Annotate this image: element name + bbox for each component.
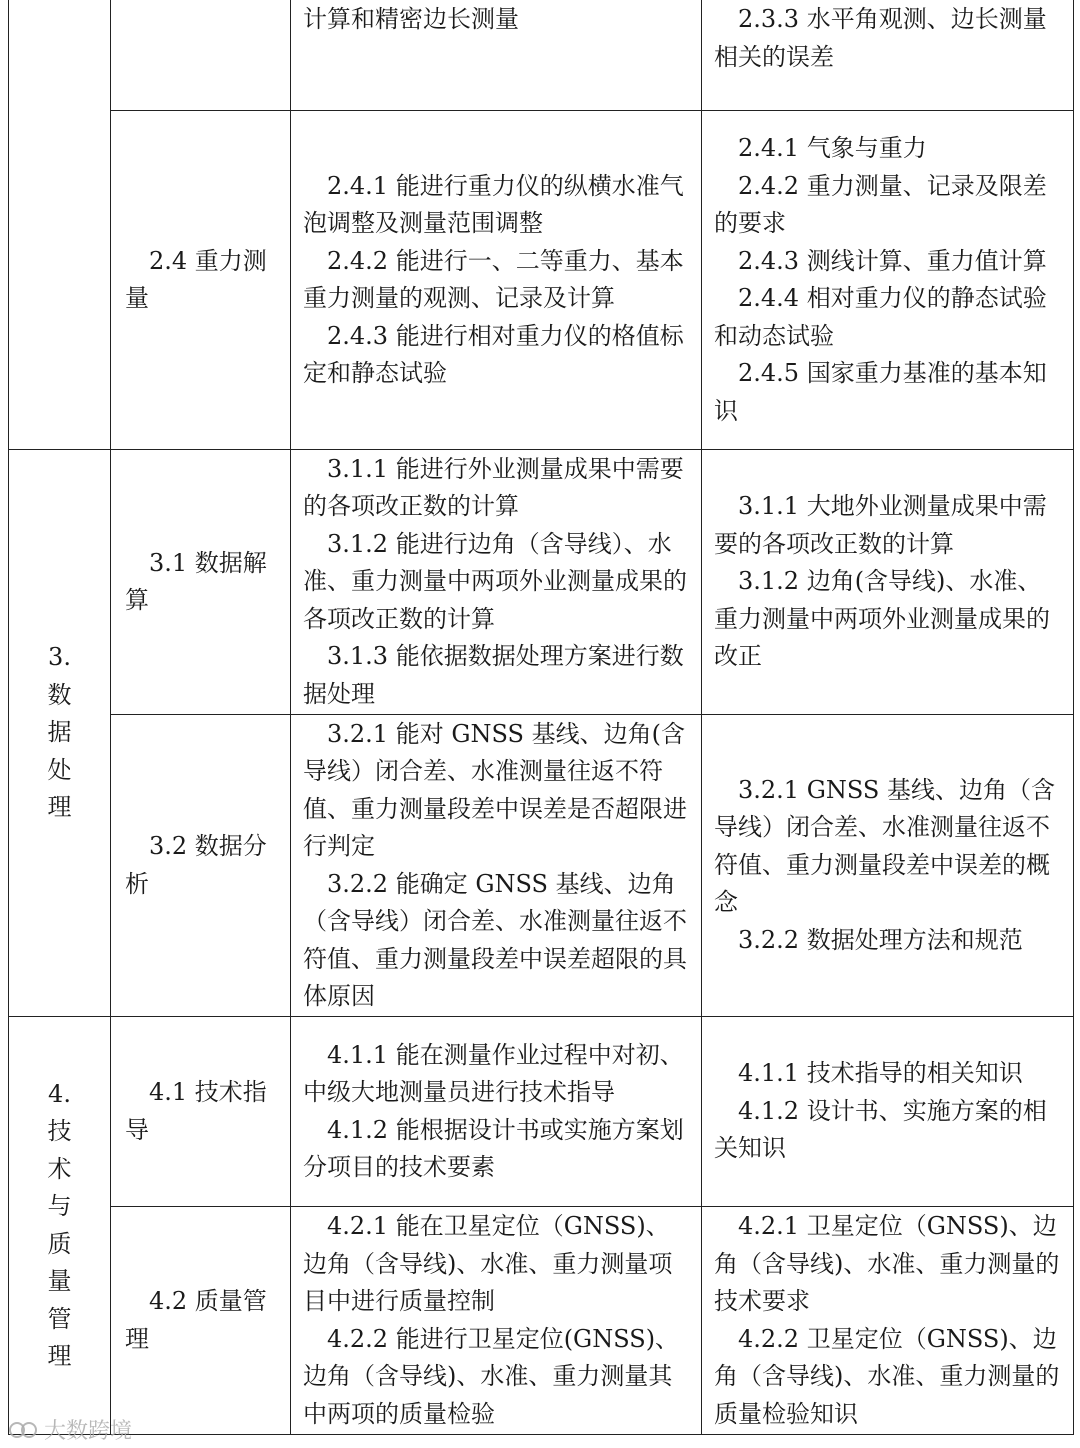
unit-cell: 2.4 重力测量 [111, 111, 291, 450]
skill-item: 3.1.1 能进行外业测量成果中需要的各项改正数的计算 [303, 454, 684, 521]
knowledge-cell [702, 111, 1074, 450]
knowledge-item: 4.2.2 卫星定位（GNSS)、边角（含导线)、水准、重力测量的质量检验知识 [714, 1324, 1060, 1428]
knowledge-item: 3.1.1 大地外业测量成果中需要的各项改正数的计算 [714, 492, 1047, 558]
skills-table [8, 0, 1074, 1435]
unit-cell: 3.1 数据解算 [111, 450, 291, 715]
skills-cell [291, 1207, 702, 1435]
function-char: 理 [47, 1342, 72, 1370]
skills-cell [291, 450, 702, 715]
function-cell-2 [9, 0, 111, 450]
knowledge-cell [702, 1017, 1074, 1207]
function-char: 术 [47, 1154, 72, 1183]
watermark-logo-icon [8, 1419, 38, 1441]
table-row [9, 1207, 1074, 1435]
function-char: 理 [47, 793, 72, 822]
table-row [9, 715, 1074, 1017]
function-char: 技 [47, 1117, 72, 1145]
skill-item: 3.1.2 能进行边角（含导线）、水准、重力测量中两项外业测量成果的各项改正数的计算 [303, 529, 687, 633]
table-row [9, 1017, 1074, 1207]
function-char: 据 [47, 718, 72, 747]
knowledge-item: 2.4.4 相对重力仪的静态试验和动态试验 [714, 284, 1047, 350]
function-char: 量 [47, 1267, 72, 1295]
skill-item: 4.1.1 能在测量作业过程中对初、中级大地测量员进行技术指导 [303, 1040, 684, 1106]
knowledge-item: 3.2.2 数据处理方法和规范 [738, 925, 1023, 954]
table-row [9, 0, 1074, 111]
knowledge-item: 4.1.2 设计书、实施方案的相关知识 [714, 1096, 1047, 1163]
knowledge-item: 2.4.5 国家重力基准的基本知识 [714, 359, 1047, 425]
knowledge-cell [702, 1207, 1074, 1435]
skill-item: 2.4.1 能进行重力仪的纵横水准气泡调整及测量范围调整 [303, 171, 684, 237]
knowledge-item: 3.1.2 边角(含导线)、水准、重力测量中两项外业测量成果的改正 [714, 567, 1050, 671]
knowledge-item: 2.4.2 重力测量、记录及限差的要求 [714, 171, 1047, 237]
function-char: 质 [47, 1229, 72, 1258]
skill-item: 3.2.1 能对 GNSS 基线、边角(含导线）闭合差、水准测量往返不符值、重力测量段差中误差是否超限进行判定 [303, 719, 687, 860]
unit-cell: 4.2 质量管理 [111, 1207, 291, 1435]
knowledge-item: 2.4.3 测线计算、重力值计算 [738, 246, 1047, 275]
function-char: 管 [47, 1304, 72, 1333]
knowledge-cell [702, 450, 1074, 715]
unit-cell [111, 0, 291, 111]
table-row [9, 111, 1074, 450]
knowledge-item: 4.1.1 技术指导的相关知识 [738, 1059, 1023, 1088]
skills-cell [291, 1017, 702, 1207]
skill-item: 4.2.2 能进行卫星定位(GNSS)、边角（含导线)、水准、重力测量其中两项的质量检验 [303, 1324, 680, 1428]
knowledge-item: 2.4.1 气象与重力 [738, 134, 927, 162]
unit-cell: 3.2 数据分析 [111, 715, 291, 1017]
skill-item: 3.1.3 能依据数据处理方案进行数据处理 [303, 642, 684, 708]
function-char: 处 [47, 755, 72, 784]
knowledge-cell [702, 715, 1074, 1017]
function-number: 4. [48, 1079, 71, 1108]
skill-item: 计算和精密边长测量 [303, 5, 519, 33]
skills-cell [291, 0, 702, 111]
function-cell-4 [9, 1017, 111, 1435]
function-number: 3. [48, 643, 71, 672]
skill-item: 4.2.1 能在卫星定位（GNSS)、边角（含导线)、水准、重力测量项目中进行质量控制 [303, 1212, 673, 1315]
knowledge-cell [702, 0, 1074, 111]
skills-cell [291, 715, 702, 1017]
table-row [9, 450, 1074, 715]
function-cell-3 [9, 450, 111, 1017]
unit-cell: 4.1 技术指导 [111, 1017, 291, 1207]
watermark [8, 1414, 132, 1445]
skill-item: 2.4.3 能进行相对重力仪的格值标定和静态试验 [303, 321, 684, 387]
function-char: 与 [47, 1192, 72, 1220]
skill-item: 3.2.2 能确定 GNSS 基线、边角（含导线）闭合差、水准测量往返不符值、重力测量段差中误差超限的具体原因 [303, 869, 687, 1010]
knowledge-item: 3.2.1 GNSS 基线、边角（含导线）闭合差、水准测量往返不符值、重力测量段差中误差的概念 [714, 775, 1055, 917]
skill-item: 4.1.2 能根据设计书或实施方案划分项目的技术要素 [303, 1115, 684, 1181]
function-char: 数 [47, 680, 72, 709]
knowledge-item: 4.2.1 卫星定位（GNSS)、边角（含导线)、水准、重力测量的技术要求 [714, 1212, 1060, 1315]
watermark-text: 大数跨境 [44, 1419, 133, 1444]
skills-cell [291, 111, 702, 450]
skill-item: 2.4.2 能进行一、二等重力、基本重力测量的观测、记录及计算 [303, 246, 684, 312]
knowledge-item: 2.3.3 水平角观测、边长测量相关的误差 [714, 5, 1047, 71]
